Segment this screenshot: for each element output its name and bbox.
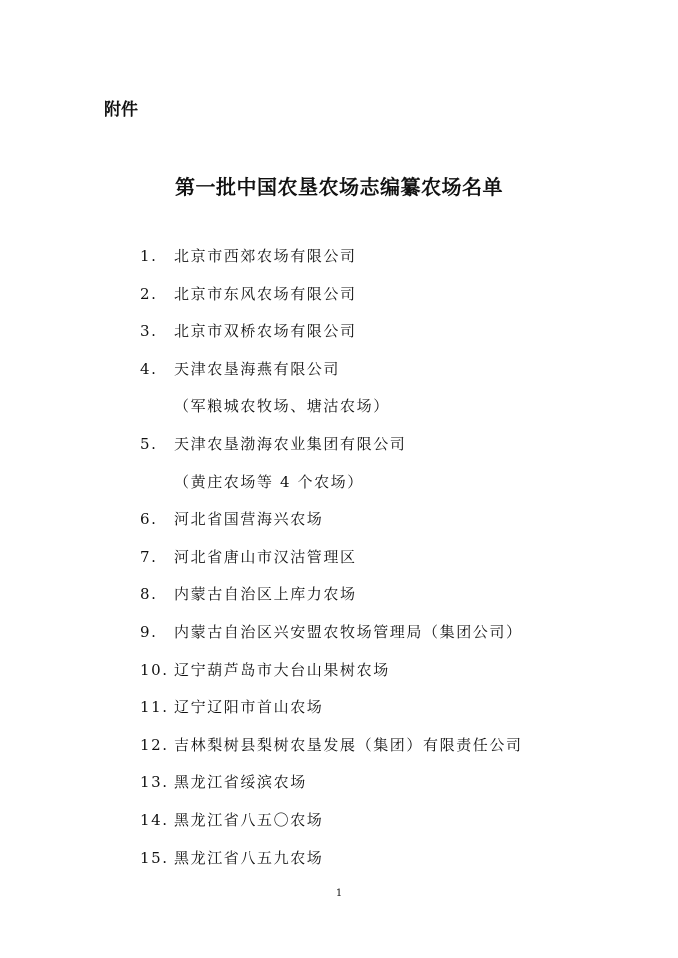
- farm-name: 辽宁辽阳市首山农场: [174, 698, 324, 717]
- page-number: 1: [335, 888, 343, 899]
- list-item: [140, 620, 523, 658]
- list-item-number: 12.: [140, 735, 169, 754]
- list-item: [140, 319, 523, 357]
- farm-name: 内蒙古自治区上库力农场: [174, 585, 357, 604]
- list-item-number: 11.: [140, 698, 169, 717]
- farm-name: 天津农垦海燕有限公司: [174, 359, 341, 378]
- list-item-number: 8.: [140, 585, 158, 604]
- list-item-number: 2.: [140, 284, 158, 303]
- list-item: [140, 695, 523, 733]
- page-title: 第一批中国农垦农场志编纂农场名单: [175, 175, 503, 199]
- farm-note: （黄庄农场等 4 个农场）: [174, 472, 364, 491]
- list-item: [140, 808, 523, 846]
- list-item: [140, 582, 523, 620]
- list-item: [140, 357, 523, 395]
- list-item-number: 7.: [140, 547, 158, 566]
- farm-name: 吉林梨树县梨树农垦发展（集团）有限责任公司: [174, 735, 523, 754]
- farm-name: 黑龙江省八五九农场: [174, 848, 324, 867]
- farm-name: 北京市双桥农场有限公司: [174, 322, 357, 341]
- list-item: [140, 432, 523, 470]
- list-item: [140, 733, 523, 771]
- list-item-number: 5.: [140, 434, 158, 453]
- farm-list: [140, 244, 523, 883]
- list-item: [140, 282, 523, 320]
- farm-name: 黑龙江省八五〇农场: [174, 810, 324, 829]
- farm-name: 北京市东风农场有限公司: [174, 284, 357, 303]
- list-item: [140, 244, 523, 282]
- list-item: [140, 658, 523, 696]
- list-item: [140, 770, 523, 808]
- farm-name: 内蒙古自治区兴安盟农牧场管理局（集团公司）: [174, 622, 523, 641]
- list-item-number: 15.: [140, 848, 169, 867]
- farm-note: （军粮城农牧场、塘沽农场）: [174, 397, 390, 416]
- list-item: [140, 507, 523, 545]
- list-item-number: 3.: [140, 322, 158, 341]
- list-item-number: 1.: [140, 247, 158, 265]
- list-item: [140, 545, 523, 583]
- list-item-number: 6.: [140, 510, 158, 529]
- farm-name: 河北省唐山市汉沽管理区: [174, 547, 357, 566]
- farm-name: 河北省国营海兴农场: [174, 510, 324, 529]
- farm-name: 黑龙江省绥滨农场: [174, 773, 307, 792]
- farm-name: 北京市西郊农场有限公司: [174, 247, 357, 265]
- list-item-number: 14.: [140, 810, 169, 829]
- list-item-number: 10.: [140, 660, 169, 679]
- attachment-label: 附件: [104, 100, 138, 120]
- list-item-number: 4.: [140, 359, 158, 378]
- farm-name: 天津农垦渤海农业集团有限公司: [174, 434, 407, 453]
- list-item-number: 13.: [140, 773, 169, 792]
- farm-name: 辽宁葫芦岛市大台山果树农场: [174, 660, 390, 679]
- list-item-number: 9.: [140, 622, 158, 641]
- list-item: [140, 846, 523, 884]
